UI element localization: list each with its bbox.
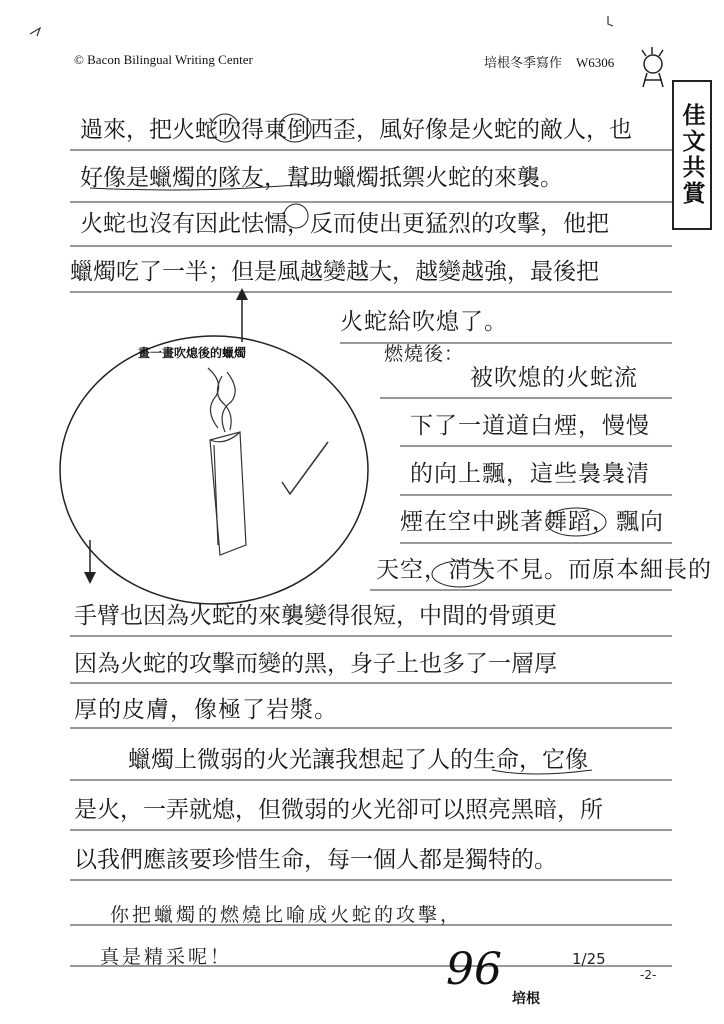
candle-drawing	[208, 368, 246, 555]
page-number: -2-	[640, 968, 657, 982]
essay-line: 下了一道道白煙，慢慢	[410, 413, 650, 439]
essay-line: 以我們應該要珍惜生命，每一個人都是獨特的。	[74, 847, 557, 873]
teacher-comment-line: 你把蠟燭的燃燒比喻成火蛇的攻擊，	[110, 904, 463, 926]
essay-line: 煙在空中跳著舞蹈，飄向	[400, 509, 664, 535]
teacher-signature: 培根	[512, 991, 540, 1007]
worksheet-code: W6306	[576, 55, 615, 70]
essay-line: 火蛇也沒有因此怯懦，反而使出更猛烈的攻擊，他把	[80, 211, 609, 237]
arrow-down-icon	[84, 540, 96, 584]
essay-line: 是火，一弄就熄，但微弱的火光卻可以照亮黑暗，所	[74, 797, 603, 823]
score: 96	[446, 944, 502, 995]
essay-line: 好像是蠟燭的隊友，幫助蠟燭抵禦火蛇的來襲。	[80, 165, 563, 191]
teacher-comment-line: 真是精采呢！	[100, 946, 233, 968]
essay-line: 火蛇給吹熄了。	[340, 309, 508, 335]
essay-line: 蠟燭吃了一半；但是風越變越大，越變越強，最後把	[70, 259, 599, 285]
section-label: 燃燒後：	[384, 343, 465, 365]
check-mark-icon	[282, 442, 328, 494]
essay-line: 被吹熄的火蛇流	[470, 365, 638, 391]
essay-line: 過來，把火蛇吹得東倒西歪，風好像是火蛇的敵人，也	[80, 117, 632, 143]
mascot-icon	[642, 47, 663, 87]
badge-label: 佳文共賞	[678, 103, 706, 207]
grading-date: 1/25	[572, 950, 606, 968]
corner-tick-icon	[608, 16, 613, 26]
essay-line: 的向上飄，這些裊裊清	[410, 461, 650, 487]
course-name: 培根冬季寫作	[484, 55, 563, 70]
corner-mark-icon	[30, 28, 40, 36]
drawing-caption: 畫一畫吹熄後的蠟燭	[138, 346, 247, 360]
essay-line: 天空，消失不見。而原本細長的	[376, 557, 712, 583]
essay-line: 手臂也因為火蛇的來襲變得很短，中間的骨頭更	[74, 603, 557, 629]
excellent-essay-badge	[672, 80, 712, 230]
essay-line: 厚的皮膚，像極了岩漿。	[74, 697, 338, 723]
drawing-frame	[60, 336, 368, 604]
center-name: © Bacon Bilingual Writing Center	[74, 52, 253, 67]
essay-line: 蠟燭上微弱的火光讓我想起了人的生命，它像	[128, 747, 588, 773]
arrow-up-icon	[236, 288, 248, 342]
essay-line: 因為火蛇的攻擊而變的黑，身子上也多了一層厚	[74, 651, 557, 677]
